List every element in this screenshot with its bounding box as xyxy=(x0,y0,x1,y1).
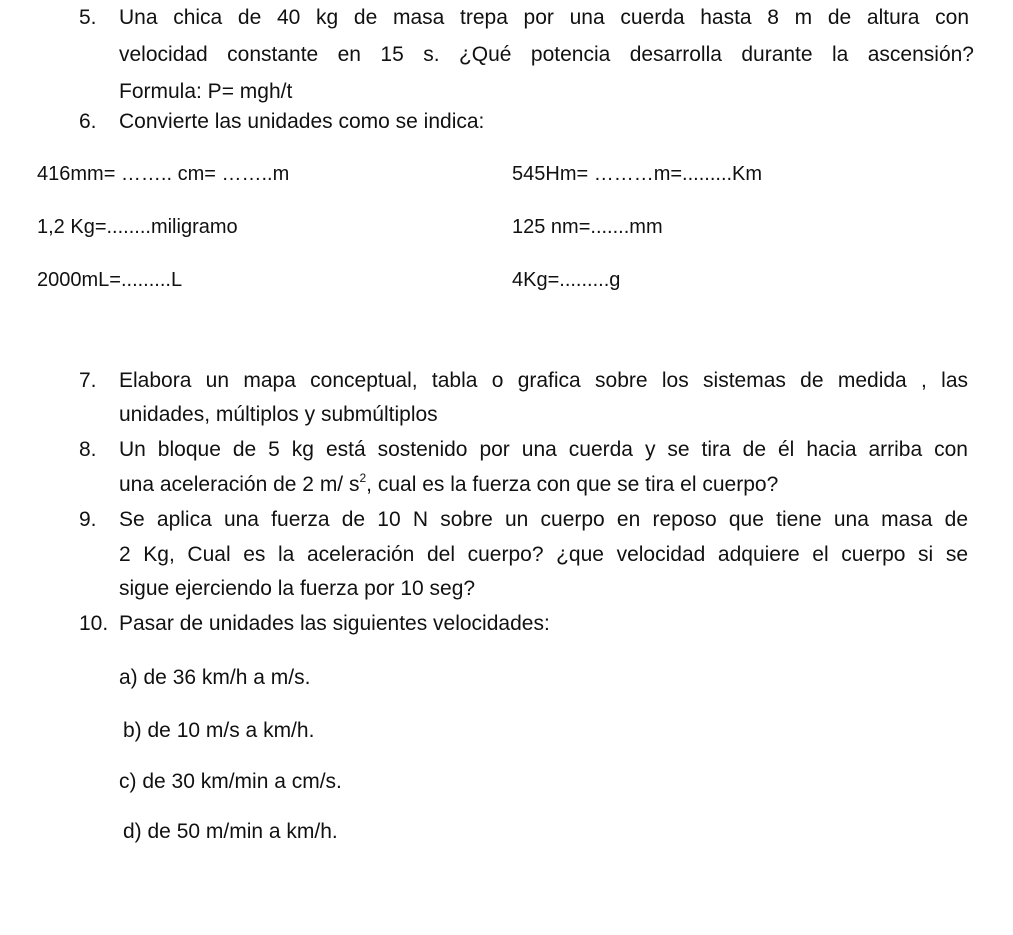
q8-line-2 xyxy=(119,473,778,497)
q9-line-1: Se aplica una fuerza de 10 N sobre un cuerpo en reposo que tiene una masa de xyxy=(119,508,968,531)
q5-line-2: velocidad constante en 15 s. ¿Qué potencia desarrolla durante la ascensión? xyxy=(119,43,974,66)
q10-instruction: Pasar de unidades las siguientes velocidades: xyxy=(119,612,550,635)
conversion-4kg: 4Kg=.........g xyxy=(512,269,621,291)
q10-item-d: d) de 50 m/min a km/h. xyxy=(123,820,338,843)
q5-number: 5. xyxy=(79,6,97,29)
q6-instruction: Convierte las unidades como se indica: xyxy=(119,110,485,133)
q10-item-c: c) de 30 km/min a cm/s. xyxy=(119,770,342,793)
q8-line-2-text: una aceleración de 2 m/ s xyxy=(119,473,360,496)
q9-line-3: sigue ejerciendo la fuerza por 10 seg? xyxy=(119,577,476,600)
q5-formula: Formula: P= mgh/t xyxy=(119,80,293,103)
conversion-545Hm: 545Hm= ………m=.........Km xyxy=(512,163,763,185)
q10-item-a: a) de 36 km/h a m/s. xyxy=(119,666,311,689)
conversion-2000mL: 2000mL=.........L xyxy=(37,269,183,291)
q10-number: 10. xyxy=(79,612,109,635)
q9-line-2: 2 Kg, Cual es la aceleración del cuerpo? ¿que velocidad adquiere el cuerpo si se xyxy=(119,543,968,566)
q7-line-2: unidades, múltiplos y submúltiplos xyxy=(119,403,438,426)
conversion-1-2kg: 1,2 Kg=........miligramo xyxy=(37,216,238,238)
q10-item-b: b) de 10 m/s a km/h. xyxy=(123,719,315,742)
q8-exponent: 2 xyxy=(359,471,367,485)
q8-number: 8. xyxy=(79,438,97,461)
q6-number: 6. xyxy=(79,110,97,133)
q7-number: 7. xyxy=(79,369,97,392)
q8-line-1: Un bloque de 5 kg está sostenido por una cuerda y se tira de él hacia arriba con xyxy=(119,438,968,461)
conversion-125nm: 125 nm=.......mm xyxy=(512,216,663,238)
q9-number: 9. xyxy=(79,508,97,531)
q5-line-1: Una chica de 40 kg de masa trepa por una cuerda hasta 8 m de altura con xyxy=(119,6,969,29)
q8-line-2-rest: , cual es la fuerza con que se tira el cuerpo? xyxy=(366,473,779,496)
conversion-416mm: 416mm= …….. cm= ……..m xyxy=(37,163,290,185)
q7-line-1: Elabora un mapa conceptual, tabla o grafica sobre los sistemas de medida , las xyxy=(119,369,968,392)
